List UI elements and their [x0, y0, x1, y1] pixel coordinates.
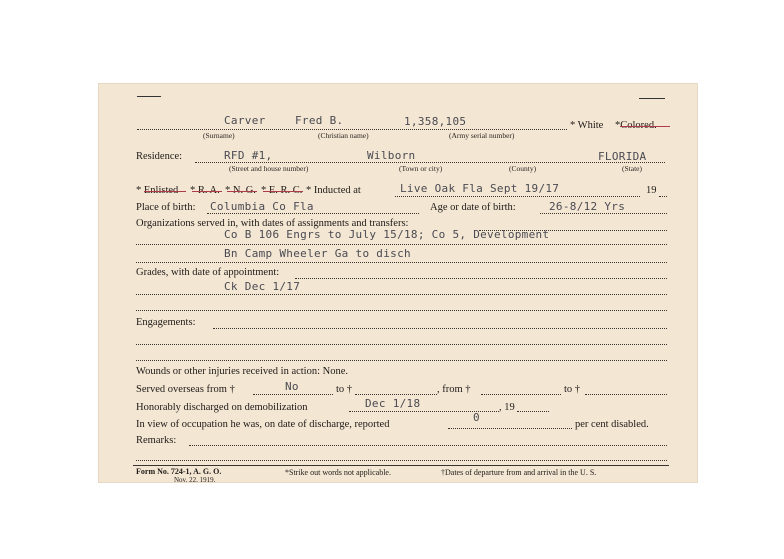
inducted-line	[395, 196, 640, 197]
residence-label: Residence:	[136, 151, 183, 162]
disabled-value: 0	[473, 411, 480, 424]
form-date: Nov. 22, 1919.	[174, 476, 216, 482]
overseas-line-3	[481, 394, 561, 395]
state-value: FLORIDA	[598, 150, 647, 163]
grades-label: Grades, with date of appointment:	[136, 267, 280, 278]
overseas-line-1	[253, 394, 333, 395]
place-of-birth-line	[207, 213, 419, 214]
street-value: RFD #1,	[224, 149, 273, 162]
name-line	[137, 129, 567, 130]
dates-note: †Dates of departure from and arrival in the U. S.	[441, 468, 597, 477]
residence-line	[195, 162, 665, 163]
town-caption: (Town or city)	[399, 164, 443, 173]
place-of-birth-value: Columbia Co Fla	[210, 200, 314, 213]
overseas-line-2	[355, 394, 437, 395]
to-label-1: to †	[336, 384, 353, 395]
inducted-label: * Inducted at	[306, 185, 361, 196]
surname-caption: (Surname)	[203, 131, 235, 140]
engagements-line-1	[136, 344, 667, 345]
engagements-label: Engagements:	[136, 317, 196, 328]
top-left-rule	[137, 96, 161, 97]
form-number: Form No. 724-1, A. G. O.	[136, 467, 222, 476]
remarks-line-0	[189, 445, 667, 446]
year-prefix: 19	[646, 185, 657, 196]
discharged-value: Dec 1/18	[365, 397, 421, 410]
organizations-line-2	[136, 262, 667, 263]
ng-strike	[227, 191, 257, 192]
remarks-line-1	[136, 460, 667, 461]
ng-label: * N. G.	[225, 185, 256, 196]
age-line	[540, 213, 667, 214]
honorably-year-line	[517, 411, 549, 412]
age-label: Age or date of birth:	[430, 202, 516, 213]
year-suffix: , 19	[499, 402, 515, 413]
town-value: Wilborn	[367, 149, 416, 162]
top-right-rule	[639, 98, 665, 99]
grades-value: Ck Dec 1/17	[224, 280, 301, 293]
ra-label: * R. A.	[190, 185, 220, 196]
organizations-label: Organizations served in, with dates of assignments and transfers:	[136, 218, 409, 229]
disabled-suffix: per cent disabled.	[575, 419, 649, 430]
organizations-value-1: Co B 106 Engrs to July 15/18; Co 5, Development	[224, 228, 550, 241]
ra-strike	[192, 191, 222, 192]
wounds-label: Wounds or other injuries received in action: None.	[136, 366, 349, 377]
overseas-label: Served overseas from †	[136, 384, 235, 395]
christian-caption: (Christian name)	[318, 131, 369, 140]
state-caption: (State)	[622, 164, 642, 173]
erc-strike	[263, 191, 303, 192]
organizations-value-2: Bn Camp Wheeler Ga to disch	[224, 247, 411, 260]
from-label-2: , from †	[437, 384, 471, 395]
service-record-card	[99, 84, 697, 482]
enlisted-label: * Enlisted	[136, 185, 179, 196]
engagements-line-0	[213, 328, 667, 329]
erc-label: * E. R. C.	[261, 185, 303, 196]
honorably-label: Honorably discharged on demobilization	[136, 402, 308, 413]
age-value: 26-8/12 Yrs	[549, 200, 626, 213]
grades-line-1	[136, 294, 667, 295]
year-line	[659, 196, 667, 197]
overseas-line-4	[585, 394, 667, 395]
strike-note: *Strike out words not applicable.	[285, 468, 391, 477]
grades-line-0	[295, 278, 667, 279]
serial-caption: (Army serial number)	[449, 131, 515, 140]
place-of-birth-label: Place of birth:	[136, 202, 196, 213]
colored-label: *Colored.	[615, 120, 657, 131]
county-caption: (County)	[509, 164, 537, 173]
colored-strike	[620, 126, 670, 127]
surname-value: Carver	[224, 114, 266, 127]
engagements-line-2	[136, 360, 667, 361]
to-label-2: to †	[564, 384, 581, 395]
occupation-label: In view of occupation he was, on date of discharge, reported	[136, 419, 390, 430]
serial-number-value: 1,358,105	[404, 115, 467, 128]
inducted-value: Live Oak Fla Sept 19/17	[400, 182, 560, 195]
organizations-line-1	[136, 244, 667, 245]
enlisted-strike	[144, 191, 186, 192]
remarks-label: Remarks:	[136, 435, 177, 446]
christian-name-value: Fred B.	[295, 114, 344, 127]
occupation-line	[448, 428, 572, 429]
footer-rule	[133, 465, 669, 466]
white-label: * White	[570, 120, 604, 131]
overseas-value: No	[285, 380, 299, 393]
street-caption: (Street and house number)	[229, 164, 309, 173]
grades-line-2	[136, 310, 667, 311]
